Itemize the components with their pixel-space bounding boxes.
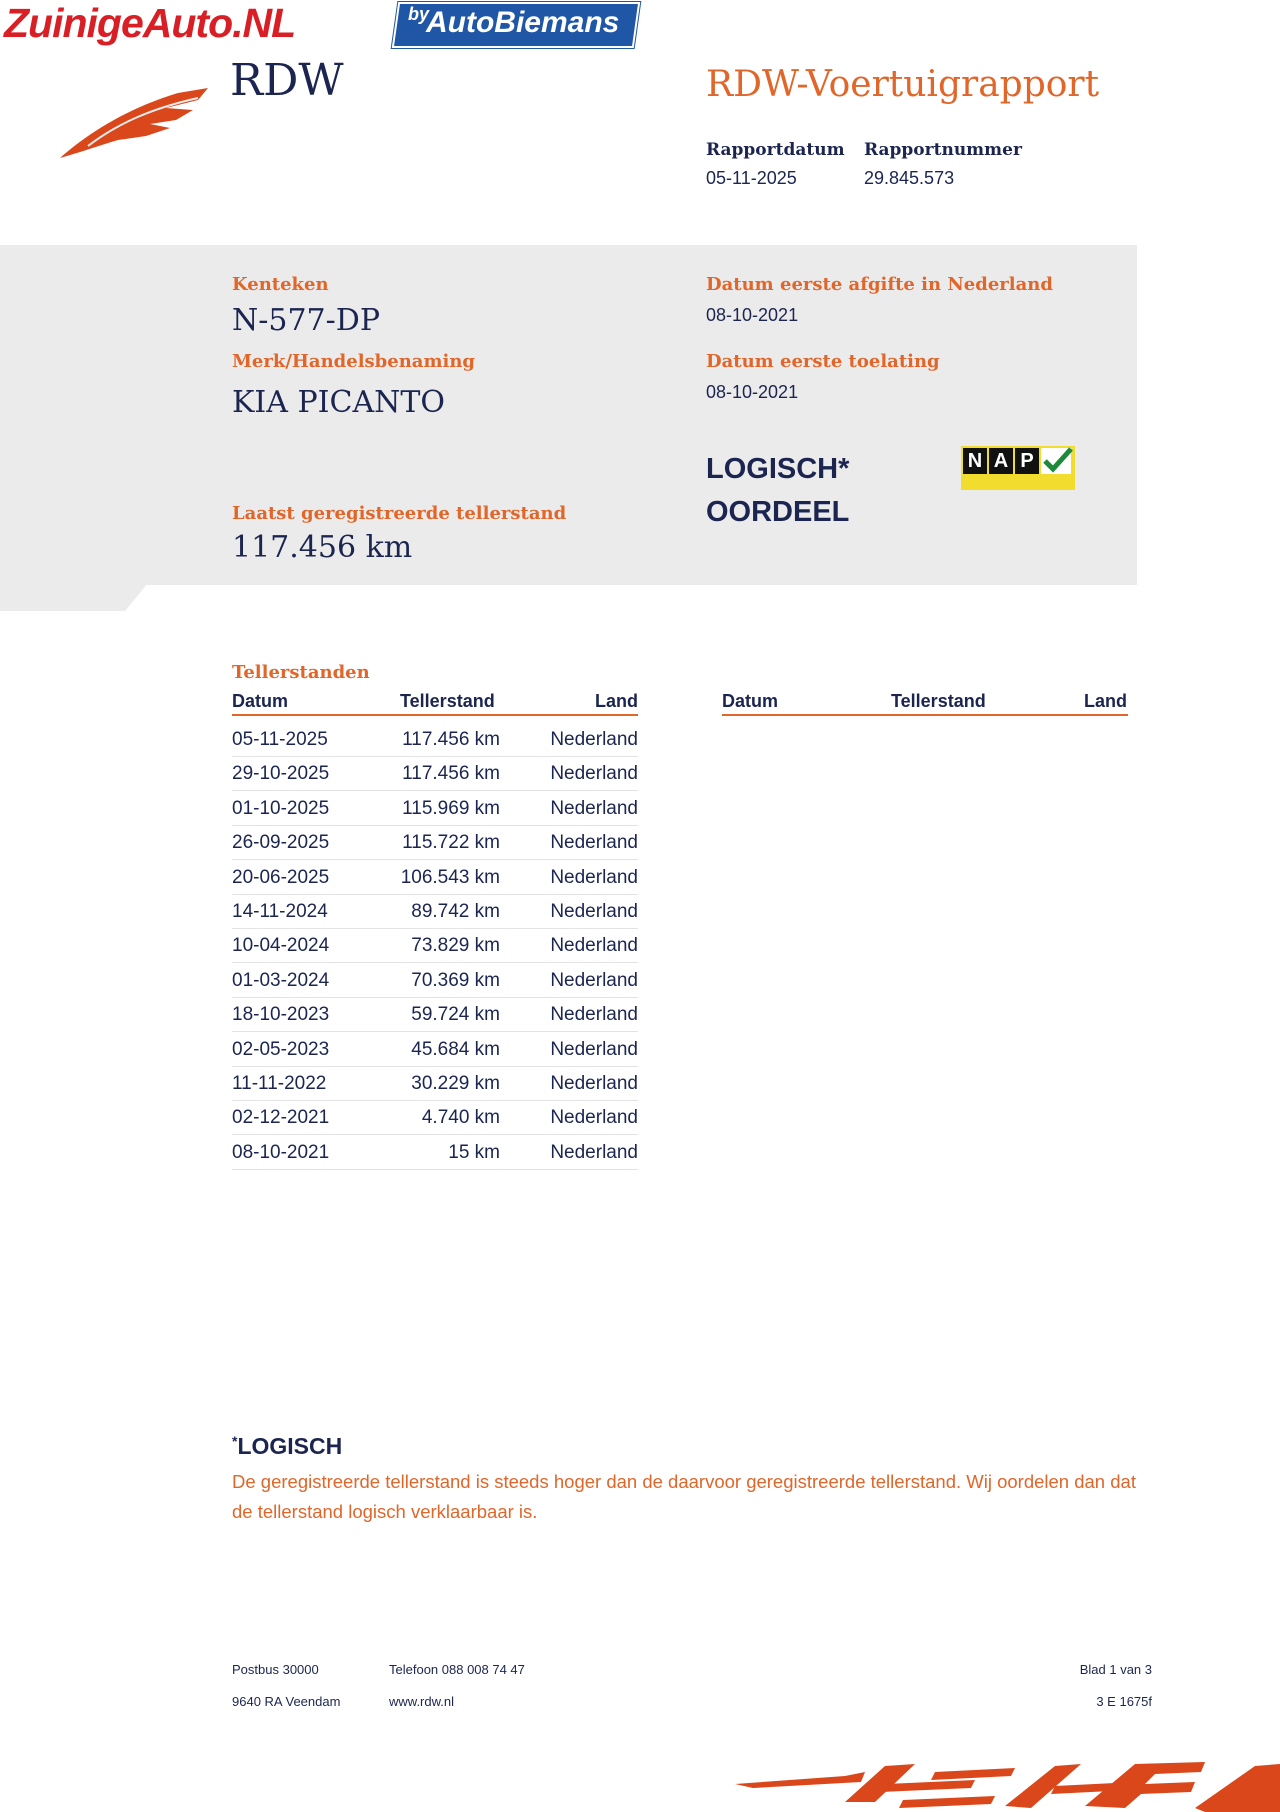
col-header-date: Datum [232, 691, 289, 711]
footer-page: Blad 1 van 3 [1079, 1662, 1152, 1677]
note-text: De geregistreerde tellerstand is steeds hoger dan de daarvoor geregistreerde tellerstand. Wij oordelen dan dat de tellerstand logisch verklaarbaar is. [232, 1471, 1136, 1522]
row-country: Nederland [550, 763, 638, 785]
table-row [232, 1135, 638, 1170]
row-date: 01-10-2025 [232, 797, 330, 819]
first-admission-label: Datum eerste toelating [706, 351, 940, 372]
header-underline-right [722, 714, 1128, 716]
footer-postbus: Postbus 30000 [232, 1662, 319, 1677]
row-country: Nederland [550, 729, 638, 750]
row-odometer: 115.722 km [402, 832, 500, 854]
table-row [232, 825, 638, 860]
footer-code: 3 E 1675f [1096, 1694, 1152, 1709]
first-issue-date: 08-10-2021 [706, 305, 799, 325]
report-title: RDW-Voertuigrapport [706, 64, 1100, 105]
row-odometer: 117.456 km [402, 729, 500, 750]
nap-letter-a: A [989, 448, 1013, 474]
row-country: Nederland [550, 1141, 638, 1163]
row-country: Nederland [550, 1107, 638, 1129]
row-odometer: 15 km [448, 1141, 500, 1163]
row-country: Nederland [550, 1073, 638, 1094]
row-odometer: 73.829 km [411, 935, 500, 957]
table-row [232, 1066, 638, 1101]
report-date: 05-11-2025 [706, 168, 797, 188]
row-country: Nederland [550, 1038, 638, 1060]
row-country: Nederland [550, 901, 638, 922]
row-date: 10-04-2024 [232, 935, 330, 957]
row-country: Nederland [550, 969, 638, 991]
row-date: 14-11-2024 [232, 901, 328, 922]
col-header-odometer-right: Tellerstand [891, 691, 986, 711]
watermark-brand: AutoBiemans [426, 6, 620, 39]
row-country: Nederland [550, 1004, 638, 1026]
org-name: RDW [230, 55, 344, 106]
row-odometer: 59.724 km [411, 1004, 500, 1026]
footer-web[interactable]: www.rdw.nl [389, 1694, 455, 1709]
table-row [232, 928, 638, 963]
verdict-oordeel: OORDEEL [706, 496, 850, 528]
row-date: 26-09-2025 [232, 832, 330, 854]
header-underline [232, 714, 638, 716]
vehicle-panel [0, 245, 1137, 585]
table-row [232, 756, 638, 791]
note-title-text: LOGISCH [237, 1433, 343, 1459]
panel-notch [0, 583, 160, 611]
table-row [232, 997, 638, 1032]
rdw-wing-logo-icon [58, 78, 213, 163]
col-header-odometer: Tellerstand [400, 691, 495, 711]
row-odometer: 4.740 km [421, 1107, 500, 1129]
nap-check-icon [961, 446, 1075, 490]
table-row [232, 791, 638, 826]
table-row [232, 722, 638, 757]
row-odometer: 30.229 km [411, 1073, 500, 1094]
nap-letter-n: N [963, 448, 987, 474]
col-header-country: Land [595, 691, 638, 711]
odometer-label: Laatst geregistreerde tellerstand [232, 503, 567, 524]
row-country: Nederland [550, 935, 638, 957]
report-number-label: Rapportnummer [864, 140, 1022, 160]
license-plate: N-577-DP [232, 303, 381, 338]
vehicle-make: KIA PICANTO [232, 385, 445, 420]
nap-letter-p: P [1015, 448, 1039, 474]
row-country: Nederland [550, 797, 638, 819]
row-odometer: 89.742 km [411, 901, 500, 922]
readings-title: Tellerstanden [232, 662, 370, 683]
row-odometer: 115.969 km [402, 797, 500, 819]
table-row [232, 860, 638, 895]
table-row [232, 1100, 638, 1135]
table-row [232, 894, 638, 929]
footer-phone: Telefoon 088 008 74 47 [389, 1662, 525, 1677]
row-country: Nederland [550, 866, 638, 888]
plate-label: Kenteken [232, 274, 329, 295]
row-date: 08-10-2021 [232, 1141, 330, 1163]
row-date: 02-12-2021 [232, 1107, 330, 1129]
report-number: 29.845.573 [864, 168, 955, 188]
first-admission-date: 08-10-2021 [706, 382, 799, 402]
check-icon [1041, 446, 1075, 478]
verdict-logisch: LOGISCH* [706, 453, 850, 485]
note-title [232, 1433, 342, 1460]
row-date: 20-06-2025 [232, 866, 330, 888]
footer-city: 9640 RA Veendam [232, 1694, 341, 1709]
col-header-date-right: Datum [722, 691, 779, 711]
row-date: 11-11-2022 [232, 1073, 327, 1094]
row-odometer: 45.684 km [411, 1038, 500, 1060]
table-row [232, 1032, 638, 1067]
first-issue-label: Datum eerste afgifte in Nederland [706, 274, 1053, 295]
row-date: 29-10-2025 [232, 763, 330, 785]
row-odometer: 117.456 km [402, 763, 500, 785]
watermark-by: by [408, 4, 430, 24]
odometer-value: 117.456 km [232, 530, 413, 565]
watermark-site-name: ZuinigeAuto.NL [4, 0, 296, 46]
row-date: 02-05-2023 [232, 1038, 330, 1060]
row-date: 18-10-2023 [232, 1004, 330, 1026]
rdw-stripes-icon [735, 1762, 1280, 1812]
row-odometer: 106.543 km [400, 866, 500, 888]
row-date: 05-11-2025 [232, 729, 328, 750]
row-date: 01-03-2024 [232, 969, 330, 991]
row-country: Nederland [550, 832, 638, 854]
note-star: * [232, 1433, 238, 1449]
make-label: Merk/Handelsbenaming [232, 351, 476, 372]
report-date-label: Rapportdatum [706, 140, 845, 160]
row-odometer: 70.369 km [411, 969, 500, 991]
table-row [232, 963, 638, 998]
col-header-country-right: Land [1084, 691, 1127, 711]
